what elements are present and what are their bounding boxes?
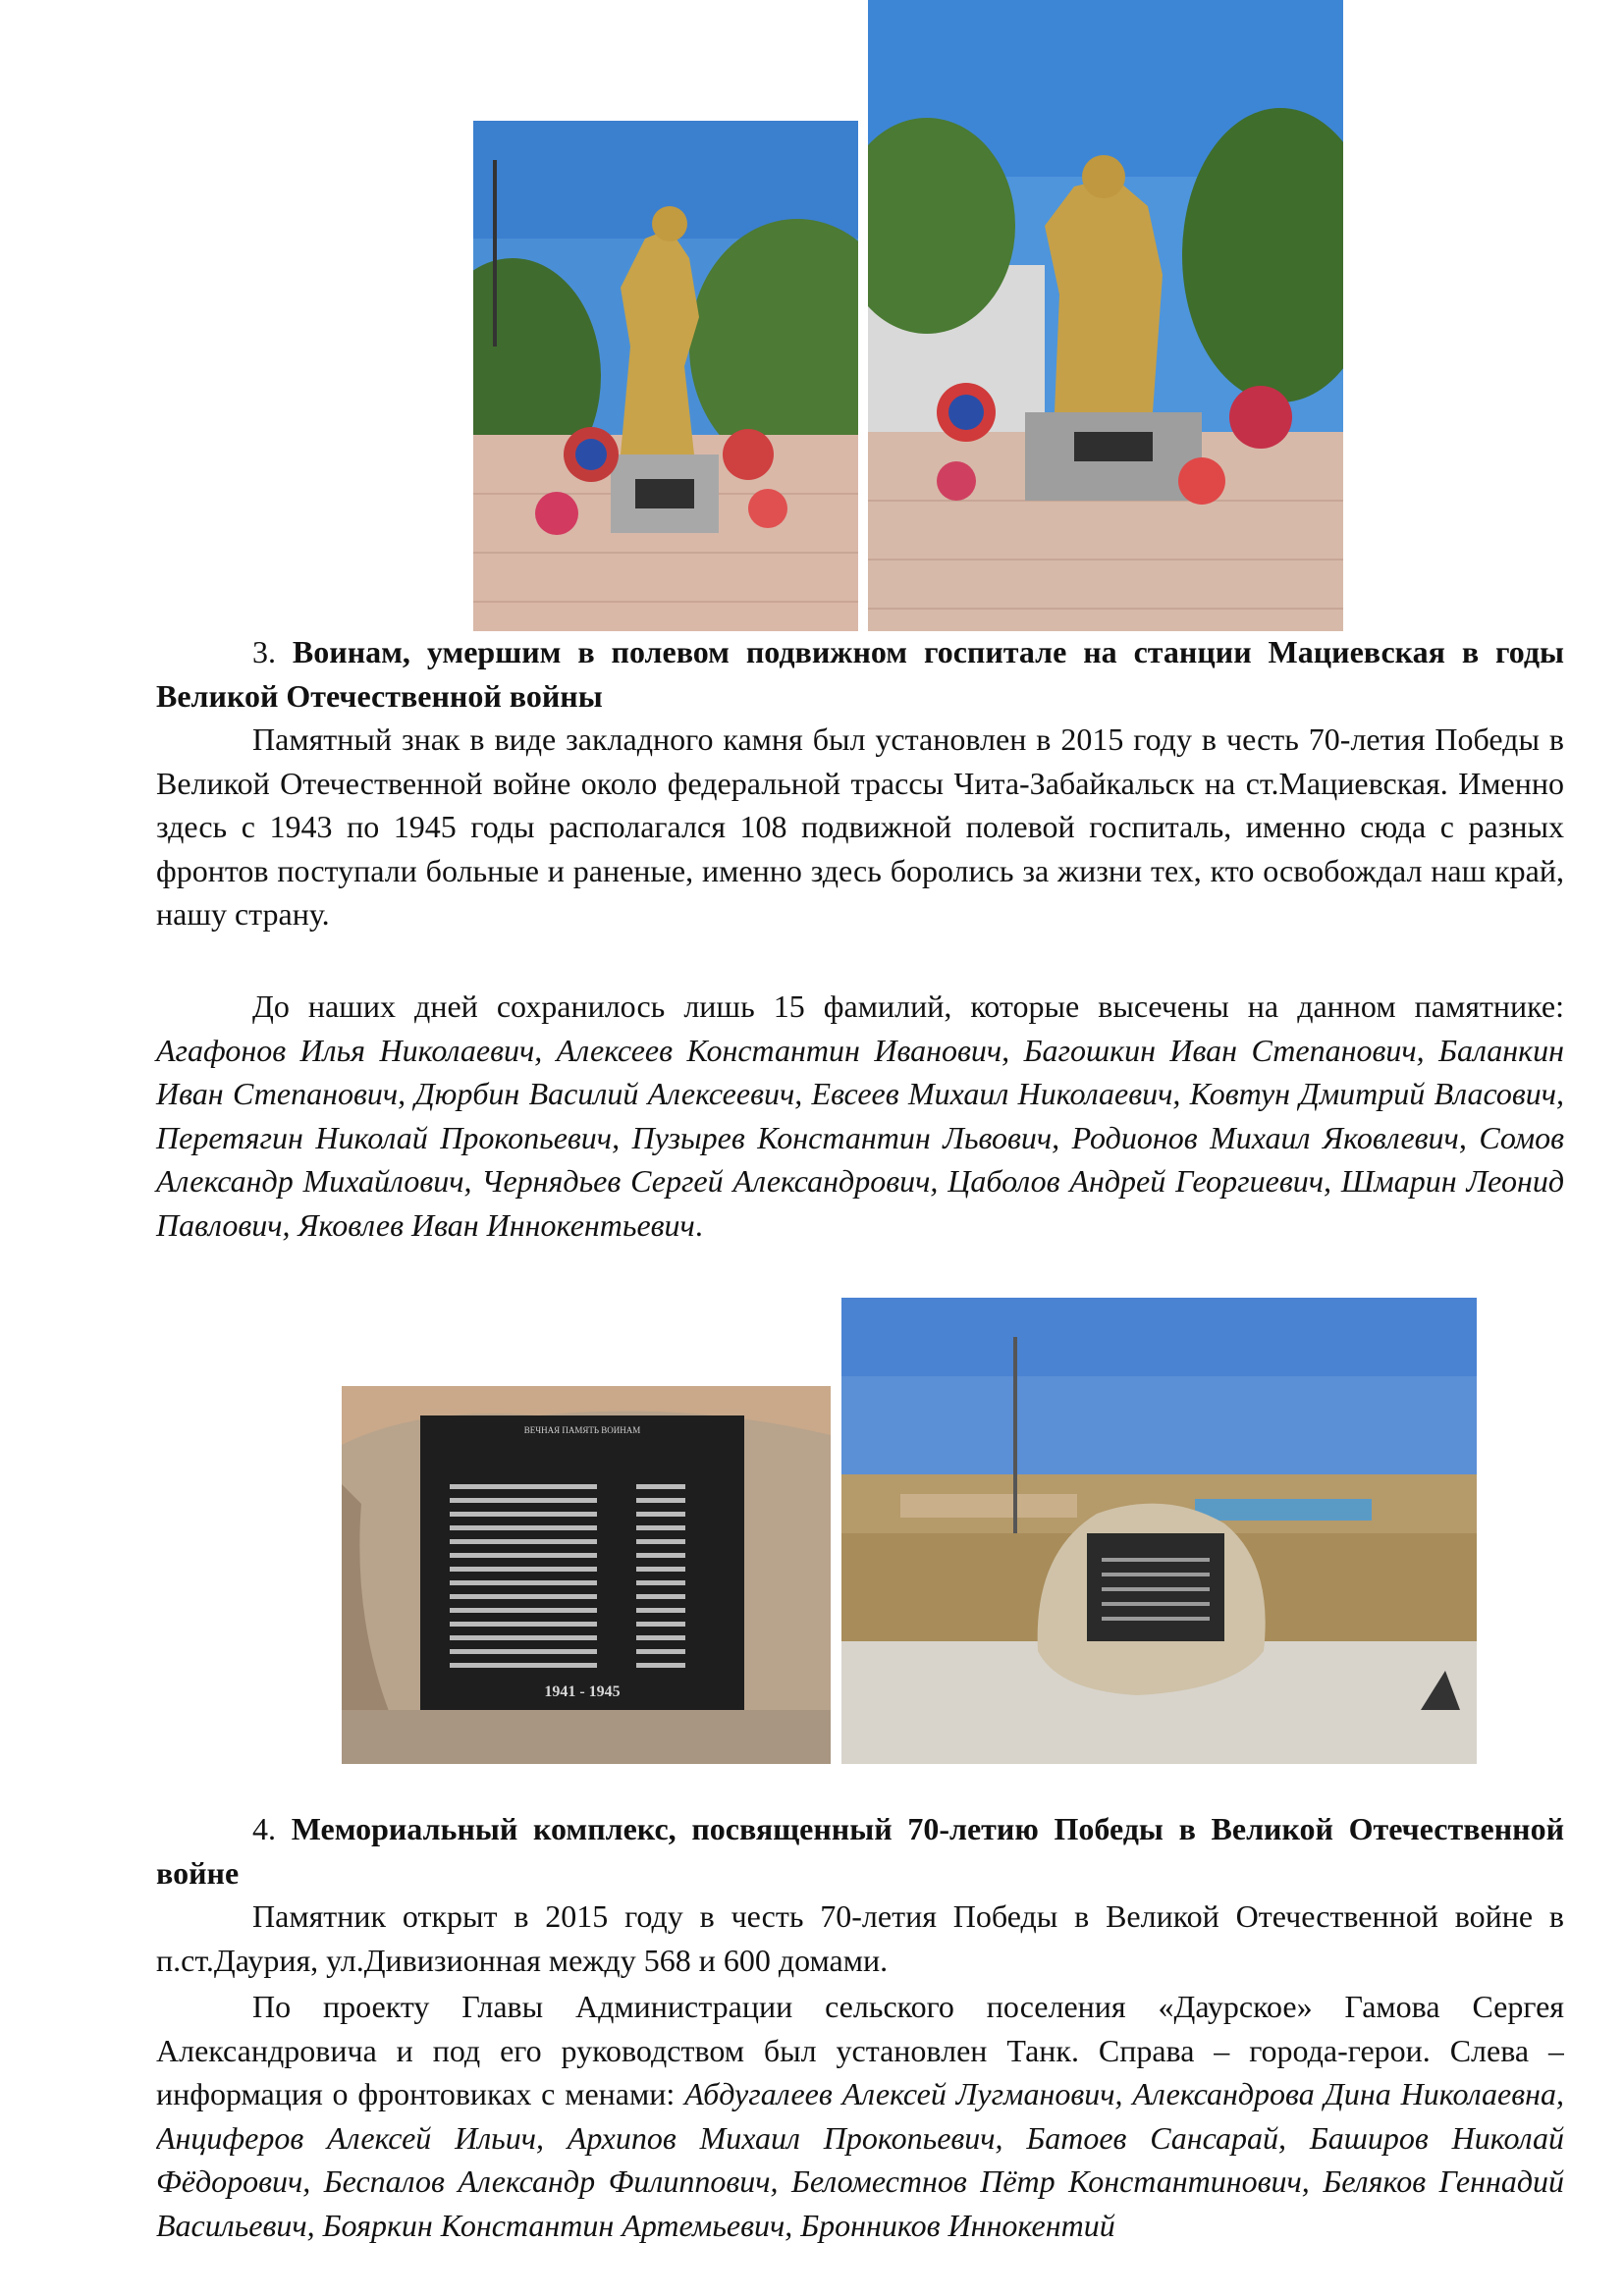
plaque-years: 1941 - 1945	[544, 1683, 621, 1700]
section-4-heading	[156, 1807, 1564, 1895]
section-number: 3.	[252, 634, 276, 669]
paragraph-lead: До наших дней сохранилось лишь 15 фамилий, которые высечены на данном памятнике:	[252, 988, 1564, 1024]
section-3-paragraph-1: Памятный знак в виде закладного камня был установлен в 2015 году в честь 70-летия Победы в Великой Отечественной войне около федеральной трассы Чита-Забайкальск на ст.Мациевская. Именно здесь с 1943 по 1945 годы располагался 108 подвижной полевой госпиталь, именно сюда с разных фронтов поступали больные и раненые, именно здесь боролись за жизни тех, кто освобождал наш край, нашу страну.	[156, 721, 1564, 932]
section-number: 4.	[252, 1811, 276, 1846]
section-4-paragraph-2	[156, 1985, 1564, 2296]
section-4-paragraph-1: Памятник открыт в 2015 году в честь 70-летия Победы в Великой Отечественной войне в п.ст.Даурия, ул.Дивизионная между 568 и 600 домами.	[156, 1898, 1564, 1978]
section-3-heading	[156, 630, 1564, 718]
stone-field-photo	[841, 1298, 1477, 1764]
plaque-closeup-photo	[342, 1386, 831, 1764]
names-list: Агафонов Илья Николаевич, Алексеев Константин Иванович, Багошкин Иван Степанович, Баланкин Иван Степанович, Дюрбин Василий Алексеевич, Евсеев Михаил Николаевич, Ковтун Дмитрий Власович, Перетягин Николай Прокопьевич, Пузырев Константин Львович, Родионов Михаил Яковлевич, Сомов Александр Михайлович, Чернядьев Сергей Александрович, Цаболов Андрей Георгиевич, Шмарин Леонид Павлович, Яковлев Иван Иннокентьевич	[156, 1032, 1564, 1243]
section-title: Воинам, умершим в полевом подвижном госпитале на станции Мациевская в годы Великой Отечественной войны	[156, 634, 1565, 714]
names-list: Абдугалеев Алексей Лугманович, Александрова Дина Николаевна, Анциферов Алексей Ильич, Архипов Михаил Прокопьевич, Батоев Сансарай, Баширов Николай Фёдорович, Беспалов Александр Филиппович, Беломестнов Пётр Константинович, Беляков Геннадий Васильевич, Бояркин Константин Артемьевич, Бронников Иннокентий	[156, 2076, 1564, 2243]
section-title: Мемориальный комплекс, посвященный 70-летию Победы в Великой Отечественной войне	[156, 1811, 1565, 1891]
section-3-paragraph-2	[156, 985, 1564, 1247]
plaque-title-line: ВЕЧНАЯ ПАМЯТЬ ВОИНАМ	[523, 1425, 641, 1435]
monument-photo-2	[868, 0, 1343, 631]
monument-photo-1	[473, 121, 858, 631]
paragraph-end: .	[694, 1206, 703, 1243]
paragraph-lead: По проекту Главы Администрации сельского поселения «Даурское» Гамова Сергея Александровича и под его руководством был установлен Танк. Справа – города-герои. Слева – информация о фронтовиках с менами:	[156, 1989, 1564, 2111]
